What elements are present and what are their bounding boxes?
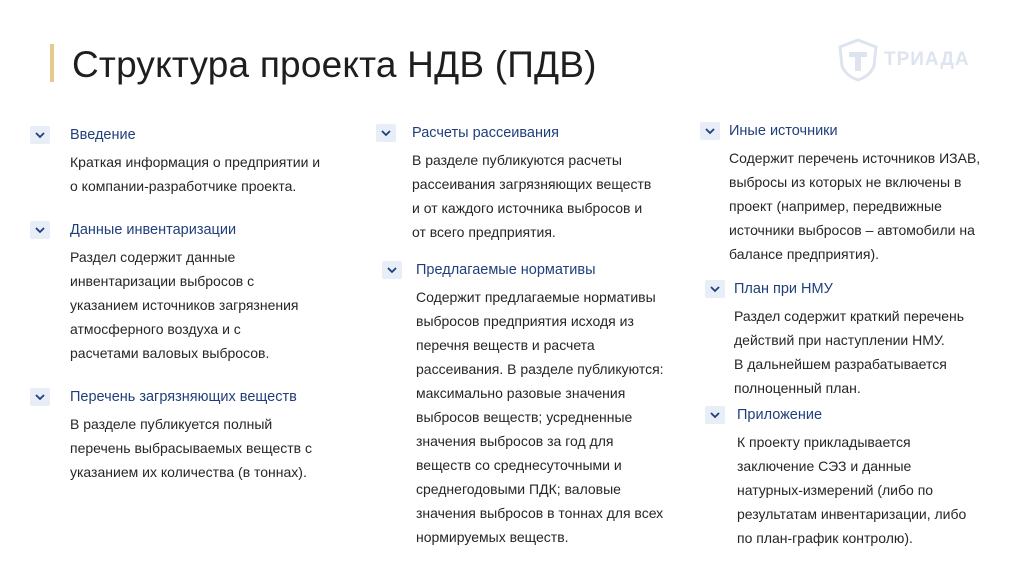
body-line: среднегодовыми ПДК; валовые	[416, 481, 621, 497]
body-line: натурных-измерений (либо по	[737, 482, 934, 498]
section-inventory	[30, 221, 330, 365]
section-pollutants	[30, 388, 330, 484]
chevron-down-icon[interactable]	[30, 221, 50, 239]
section-body	[70, 150, 370, 198]
body-line: К проекту прикладывается	[737, 434, 911, 450]
body-line: рассеивания. В разделе публикуются:	[416, 361, 664, 377]
chevron-down-icon[interactable]	[30, 388, 50, 406]
body-line: веществ со среднесуточными и	[416, 457, 622, 473]
body-line: балансе предприятия).	[729, 246, 879, 262]
section-title: План при НМУ	[734, 281, 833, 297]
body-line: перечня веществ и расчета	[416, 337, 595, 353]
body-line: проект (например, передвижные	[729, 198, 942, 214]
shield-t-icon	[836, 38, 880, 82]
body-line: значения выбросов в тоннах для всех	[416, 505, 664, 521]
page-title: Структура проекта НДВ (ПДВ)	[72, 44, 597, 85]
section-other-sources	[700, 122, 1000, 266]
body-line: расчетами валовых выбросов.	[70, 345, 270, 361]
section-body	[416, 285, 716, 549]
body-line: и от каждого источника выбросов и	[412, 200, 643, 216]
body-line: полноценный план.	[734, 380, 861, 396]
section-body	[412, 148, 712, 244]
section-title: Иные источники	[729, 123, 838, 139]
body-line: от всего предприятия.	[412, 224, 556, 240]
body-line: источники выбросов – автомобили на	[729, 222, 975, 238]
chevron-down-icon[interactable]	[700, 122, 720, 140]
body-line: В дальнейшем разрабатывается	[734, 356, 947, 372]
body-line: В разделе публикуются расчеты	[412, 152, 622, 168]
body-line: значения выбросов за год для	[416, 433, 614, 449]
title-accent-bar	[50, 44, 54, 82]
section-body	[729, 146, 1024, 266]
section-title: Данные инвентаризации	[70, 222, 237, 238]
body-line: нормируемых веществ.	[416, 529, 569, 545]
body-line: заключение СЭЗ и данные	[737, 458, 912, 474]
body-line: действий при наступлении НМУ.	[734, 332, 945, 348]
section-title: Перечень загрязняющих веществ	[70, 389, 297, 405]
body-line: результатам инвентаризации, либо	[737, 506, 967, 522]
section-dispersion	[376, 124, 676, 244]
chevron-down-icon[interactable]	[382, 261, 402, 279]
body-line: указанием источников загрязнения	[70, 297, 299, 313]
body-line: В разделе публикуется полный	[70, 416, 273, 432]
body-line: о компании-разработчике проекта.	[70, 178, 297, 194]
body-line: указанием их количества (в тоннах).	[70, 464, 307, 480]
logo	[836, 38, 970, 82]
body-line: по план-график контролю).	[737, 530, 913, 546]
body-line: Раздел содержит краткий перечень	[734, 308, 965, 324]
body-line: Содержит предлагаемые нормативы	[416, 289, 656, 305]
chevron-down-icon[interactable]	[30, 126, 50, 144]
section-title: Введение	[70, 127, 136, 143]
logo-text: ТРИАДА	[884, 49, 970, 70]
chevron-down-icon[interactable]	[705, 280, 725, 298]
body-line: максимально разовые значения	[416, 385, 626, 401]
body-line: Содержит перечень источников ИЗАВ,	[729, 150, 981, 166]
section-appendix	[705, 406, 1005, 550]
body-line: выбросов предприятия исходя из	[416, 313, 634, 329]
body-line: инвентаризации выбросов с	[70, 273, 255, 289]
body-line: атмосферного воздуха и с	[70, 321, 241, 337]
section-nmu-plan	[705, 280, 1005, 400]
section-title: Расчеты рассеивания	[412, 125, 559, 141]
body-line: перечень выбрасываемых веществ с	[70, 440, 313, 456]
section-title: Приложение	[737, 407, 823, 423]
chevron-down-icon[interactable]	[705, 406, 725, 424]
section-body	[737, 430, 1024, 550]
body-line: выбросов веществ; усредненные	[416, 409, 633, 425]
body-line: выбросы из которых не включены в	[729, 174, 962, 190]
section-body	[70, 412, 370, 484]
body-line: Краткая информация о предприятии и	[70, 154, 321, 170]
body-line: рассеивания загрязняющих веществ	[412, 176, 652, 192]
section-body	[734, 304, 1024, 400]
body-line: Раздел содержит данные	[70, 249, 236, 265]
section-title: Предлагаемые нормативы	[416, 262, 596, 278]
chevron-down-icon[interactable]	[376, 124, 396, 142]
section-body	[70, 245, 370, 365]
section-intro	[30, 126, 330, 198]
section-norms	[382, 261, 682, 549]
